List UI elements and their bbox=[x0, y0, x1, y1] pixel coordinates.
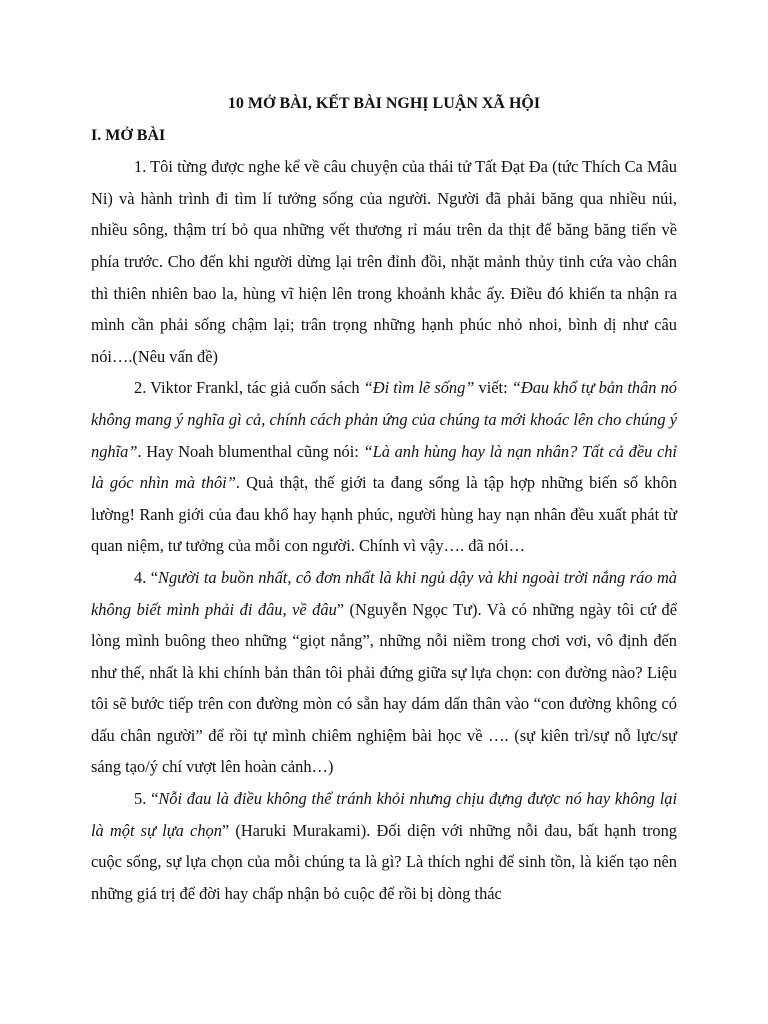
italic-quote: “Đi tìm lẽ sống” bbox=[363, 378, 475, 398]
section-heading: I. MỞ BÀI bbox=[91, 126, 166, 144]
paragraph-list bbox=[91, 151, 677, 909]
text-segment: 4. “ bbox=[134, 567, 159, 587]
text-segment: ” (Haruki Murakami). Đối diện với những nỗi đau, bất hạnh trong cuộc sống, sự lựa chọn của mỗi chúng ta là gì? Là thích nghi để sinh tồn, là kiến tạo nên những giá trị để đời hay chấp nhận bỏ cuộc để rồi bị dòng thác bbox=[91, 820, 677, 903]
text-segment: 1. Tôi từng được nghe kể về câu chuyện của thái tử Tất Đạt Đa (tức Thích Ca Mâu Ni) và hành trình đi tìm lí tưởng sống của người. Người đã phải băng qua nhiều núi, nhiều sông, thậm trí bỏ qua những vết thương rỉ máu trên da thịt để băng băng tiến về phía trước. Cho đến khi người dừng lại trên đỉnh đồi, nhặt mảnh thủy tinh cứa vào chân thì thiên nhiên bao la, hùng vĩ hiện lên trong khoảnh khắc ấy. Điều đó khiến ta nhận ra mình cần phải sống chậm lại; trân trọng những hạnh phúc nhỏ nhoi, bình dị như câu nói….(Nêu vấn đề) bbox=[91, 157, 677, 366]
paragraph-p5 bbox=[91, 783, 677, 909]
document-body bbox=[91, 88, 677, 909]
paragraph-p4 bbox=[91, 562, 677, 783]
text-segment: ” (Nguyễn Ngọc Tư). Và có những ngày tôi cứ để lòng mình buông theo những “giọt nắng”, những nỗi niềm trong chơi vơi, vô định đến như thế, nhất là khi chính bản thân tôi phải đứng giữa sự lựa chọn: con đường nào? Liệu tôi sẽ bước tiếp trên con đường mòn có sẵn hay dám dấn thân vào “con đường không có dấu chân người” để rồi tự mình chiêm nghiệm bài học về …. (sự kiên trì/sự nỗ lực/sự sáng tạo/ý chí vượt lên hoàn cảnh…) bbox=[91, 599, 677, 777]
italic-quote: “Đau khổ tự bản thân nó không mang ý nghĩa gì cả, chính cách phản ứng của chúng ta mới khoác lên cho chúng ý nghĩa” bbox=[91, 378, 678, 461]
paragraph-p2 bbox=[91, 372, 677, 562]
text-segment: . Quả thật, thế giới ta đang sống là tập hợp những biến số khôn lường! Ranh giới của đau khổ hay hạnh phúc, người hùng hay nạn nhân đều xuất phát từ quan niệm, tư tưởng của mỗi con người. Chính vì vậy…. đã nói… bbox=[91, 473, 678, 556]
text-segment: viết: bbox=[474, 378, 512, 398]
italic-quote: “Là anh hùng hay là nạn nhân? Tất cả đều chỉ là góc nhìn mà thôi” bbox=[91, 441, 677, 493]
text-segment: . Hay Noah blumenthal cũng nói: bbox=[137, 441, 364, 461]
document-title: 10 MỞ BÀI, KẾT BÀI NGHỊ LUẬN XÃ HỘI bbox=[227, 95, 541, 112]
italic-quote: Người ta buồn nhất, cô đơn nhất là khi ngủ dậy và khi ngoài trời nắng ráo mà không biết mình phải đi đâu, về đâu bbox=[91, 567, 678, 619]
text-segment: 2. Viktor Frankl, tác giả cuốn sách bbox=[134, 378, 364, 398]
text-segment: 5. “ bbox=[134, 789, 159, 809]
paragraph-p1 bbox=[91, 151, 677, 372]
italic-quote: Nỗi đau là điều không thể tránh khỏi nhưng chịu đựng được nó hay không lại là một sự lựa chọn bbox=[91, 789, 677, 840]
